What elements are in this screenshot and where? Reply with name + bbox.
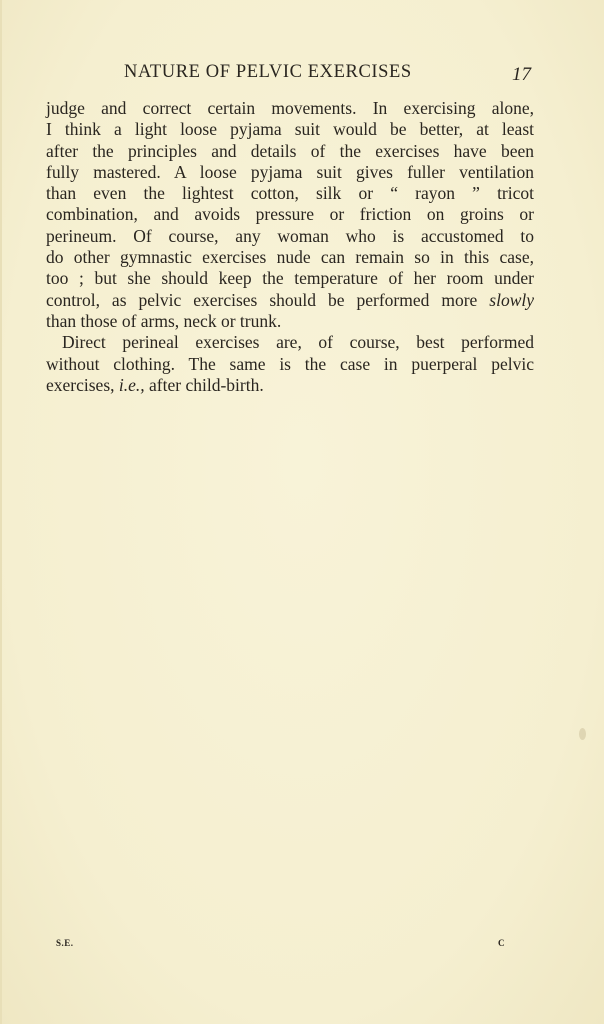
running-title: NATURE OF PELVIC EXERCISES (124, 62, 412, 82)
paragraph-2 (46, 332, 534, 396)
text-line: judge and correct certain movements. In exercising alone, (46, 98, 534, 118)
text-line: do other gymnastic exercises nude can remain so in this case, (46, 247, 534, 268)
page-edge-shadow (0, 0, 2, 1024)
text-line (46, 290, 534, 311)
text-run: control, as pelvic exercises should be performed more (46, 289, 478, 310)
text-line (46, 375, 534, 396)
text-line: fully mastered. A loose pyjama suit gives fuller ventilation (46, 161, 534, 182)
signature-mark: S.E. (56, 938, 74, 948)
page-number: 17 (512, 64, 531, 85)
paragraph-1 (46, 98, 534, 332)
text-line: than those of arms, neck or trunk. (46, 310, 282, 331)
text-line: than even the lightest cotton, silk or “ rayon ” tricot (46, 183, 534, 204)
text-line: Direct perineal exercises are, of course, best performed (62, 332, 534, 353)
emphasis-text: slowly (489, 289, 535, 310)
body-text (46, 98, 534, 396)
text-line: after the principles and details of the exercises have been (46, 140, 534, 161)
text-line: I think a light loose pyjama suit would be better, at least (46, 119, 534, 140)
text-run: exercises, (46, 374, 115, 395)
running-head (0, 62, 604, 88)
text-line: too ; but she should keep the temperature of her room under (46, 268, 534, 289)
text-line: perineum. Of course, any woman who is accustomed to (46, 225, 534, 246)
emphasis-text: i.e., (118, 374, 145, 395)
text-line: without clothing. The same is the case in puerperal pelvic (46, 353, 534, 374)
text-line: combination, and avoids pressure or friction on groins or (46, 204, 534, 225)
text-run: after child-birth. (149, 374, 264, 395)
gathering-mark: C (498, 938, 505, 948)
paper-speck (579, 728, 586, 740)
